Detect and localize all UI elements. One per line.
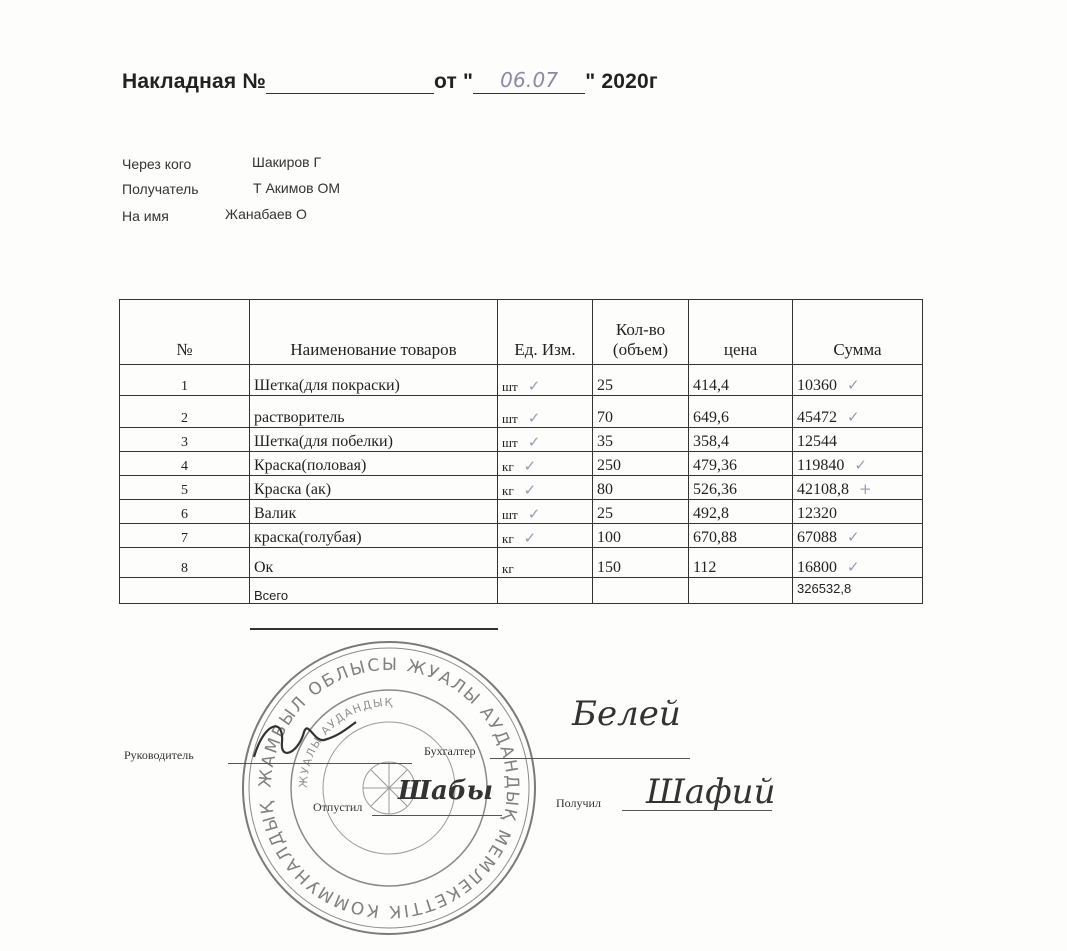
table-row bbox=[120, 500, 923, 524]
check-mark-icon: ✓ bbox=[527, 433, 541, 451]
header-qty-line2: (объем) bbox=[612, 340, 669, 359]
table-total-row bbox=[120, 578, 923, 604]
row-name: краска(голубая) bbox=[250, 524, 498, 548]
table-row bbox=[120, 428, 923, 452]
via-label: Через кого bbox=[122, 156, 192, 172]
row-qty: 80 bbox=[593, 476, 689, 500]
accountant-label: Бухгалтер bbox=[424, 744, 476, 758]
total-empty bbox=[593, 578, 689, 604]
row-unit: шт ✓ bbox=[498, 365, 593, 396]
via-value: Шакиров Г bbox=[252, 154, 322, 170]
check-mark-icon: ✓ bbox=[523, 481, 537, 499]
row-unit: кг ✓ bbox=[498, 452, 593, 476]
total-empty bbox=[689, 578, 793, 604]
row-num: 3 bbox=[120, 428, 250, 452]
table-row bbox=[120, 548, 923, 578]
row-unit: шт ✓ bbox=[498, 500, 593, 524]
received-label: Получил bbox=[556, 796, 601, 810]
check-mark-icon: ✓ bbox=[847, 558, 860, 576]
title-prefix: Накладная № bbox=[122, 70, 267, 93]
row-name: Шетка(для побелки) bbox=[250, 428, 498, 452]
row-sum: 119840 ✓ bbox=[793, 452, 923, 476]
row-sum: 12320 bbox=[793, 500, 923, 524]
check-mark-icon: ✓ bbox=[523, 457, 537, 475]
row-num: 7 bbox=[120, 524, 250, 548]
check-mark-icon: ✓ bbox=[854, 456, 867, 474]
row-price: 492,8 bbox=[689, 500, 793, 524]
check-mark-icon: ✓ bbox=[527, 505, 541, 523]
stamp-inner-text: ЖУАЛЫ АУДАНДЫҚ bbox=[296, 695, 394, 789]
row-price: 112 bbox=[689, 548, 793, 578]
plus-mark-icon: + bbox=[859, 480, 872, 498]
header-num: № bbox=[120, 300, 250, 365]
row-price: 526,36 bbox=[689, 476, 793, 500]
header-qty-line1: Кол-во bbox=[615, 320, 666, 339]
goods-table bbox=[119, 299, 923, 604]
row-sum: 16800 ✓ bbox=[793, 548, 923, 578]
total-label: Всего bbox=[250, 578, 498, 604]
row-price: 414,4 bbox=[689, 365, 793, 396]
row-qty: 100 bbox=[593, 524, 689, 548]
manager-signature bbox=[244, 712, 364, 772]
header-qty bbox=[593, 300, 689, 365]
row-unit: шт ✓ bbox=[498, 396, 593, 428]
table-header-row bbox=[120, 300, 923, 365]
row-qty: 25 bbox=[593, 365, 689, 396]
received-signature: Шафий bbox=[646, 772, 776, 812]
title-suffix: " 2020г bbox=[585, 70, 658, 93]
row-price: 670,88 bbox=[689, 524, 793, 548]
row-qty: 25 bbox=[593, 500, 689, 524]
row-price: 358,4 bbox=[689, 428, 793, 452]
date-handwritten: 06.07 bbox=[500, 68, 559, 92]
released-label: Отпустил bbox=[313, 800, 363, 814]
header-price: цена bbox=[689, 300, 793, 365]
row-name: Краска(половая) bbox=[250, 452, 498, 476]
name-value: Жанабаев О bbox=[225, 206, 307, 222]
row-unit: шт ✓ bbox=[498, 428, 593, 452]
row-qty: 250 bbox=[593, 452, 689, 476]
row-price: 649,6 bbox=[689, 396, 793, 428]
row-unit: кг bbox=[498, 548, 593, 578]
row-unit: кг ✓ bbox=[498, 524, 593, 548]
row-sum: 45472 ✓ bbox=[793, 396, 923, 428]
row-name: Валик bbox=[250, 500, 498, 524]
row-qty: 70 bbox=[593, 396, 689, 428]
row-num: 8 bbox=[120, 548, 250, 578]
row-qty: 150 bbox=[593, 548, 689, 578]
check-mark-icon: ✓ bbox=[847, 528, 860, 546]
signature-line bbox=[250, 628, 498, 630]
name-label: На имя bbox=[122, 208, 169, 224]
invoice-title bbox=[122, 68, 658, 94]
total-empty bbox=[120, 578, 250, 604]
released-signature: Шабы bbox=[398, 776, 494, 806]
row-sum: 12544 bbox=[793, 428, 923, 452]
stamp-seal-icon bbox=[238, 637, 540, 939]
table-row bbox=[120, 476, 923, 500]
title-from: от " bbox=[434, 70, 474, 93]
row-num: 1 bbox=[120, 365, 250, 396]
row-name: Шетка(для покраски) bbox=[250, 365, 498, 396]
row-sum: 42108,8 + bbox=[793, 476, 923, 500]
accountant-signature: Белей bbox=[572, 694, 681, 734]
row-num: 2 bbox=[120, 396, 250, 428]
check-mark-icon: ✓ bbox=[527, 377, 541, 395]
row-num: 6 bbox=[120, 500, 250, 524]
row-sum: 10360 ✓ bbox=[793, 365, 923, 396]
row-sum: 67088 ✓ bbox=[793, 524, 923, 548]
manager-label: Руководитель bbox=[124, 748, 194, 762]
row-name: Краска (ак) bbox=[250, 476, 498, 500]
date-field bbox=[473, 68, 585, 94]
recipient-label: Получатель bbox=[122, 181, 199, 197]
row-name: Ок bbox=[250, 548, 498, 578]
check-mark-icon: ✓ bbox=[523, 529, 537, 547]
check-mark-icon: ✓ bbox=[847, 408, 860, 426]
table-row bbox=[120, 452, 923, 476]
check-mark-icon: ✓ bbox=[847, 376, 860, 394]
row-qty: 35 bbox=[593, 428, 689, 452]
header-name: Наименование товаров bbox=[250, 300, 498, 365]
table-row bbox=[120, 396, 923, 428]
row-num: 4 bbox=[120, 452, 250, 476]
row-price: 479,36 bbox=[689, 452, 793, 476]
row-name: растворитель bbox=[250, 396, 498, 428]
recipient-value: Т Акимов ОМ bbox=[253, 180, 341, 196]
table-row bbox=[120, 524, 923, 548]
total-empty bbox=[498, 578, 593, 604]
table-row bbox=[120, 365, 923, 396]
row-num: 5 bbox=[120, 476, 250, 500]
invoice-number-blank bbox=[266, 73, 434, 94]
total-value: 326532,8 bbox=[793, 578, 923, 604]
stamp-outer-text: ЖАМБЫЛ ОБЛЫСЫ ЖУАЛЫ АУДАНДЫҚ МЕМЛЕКЕТТІК КОММУНАЛДЫҚ bbox=[255, 654, 523, 922]
row-unit: кг ✓ bbox=[498, 476, 593, 500]
check-mark-icon: ✓ bbox=[527, 409, 541, 427]
header-unit: Ед. Изм. bbox=[498, 300, 593, 365]
header-sum: Сумма bbox=[793, 300, 923, 365]
official-stamp bbox=[238, 637, 540, 939]
